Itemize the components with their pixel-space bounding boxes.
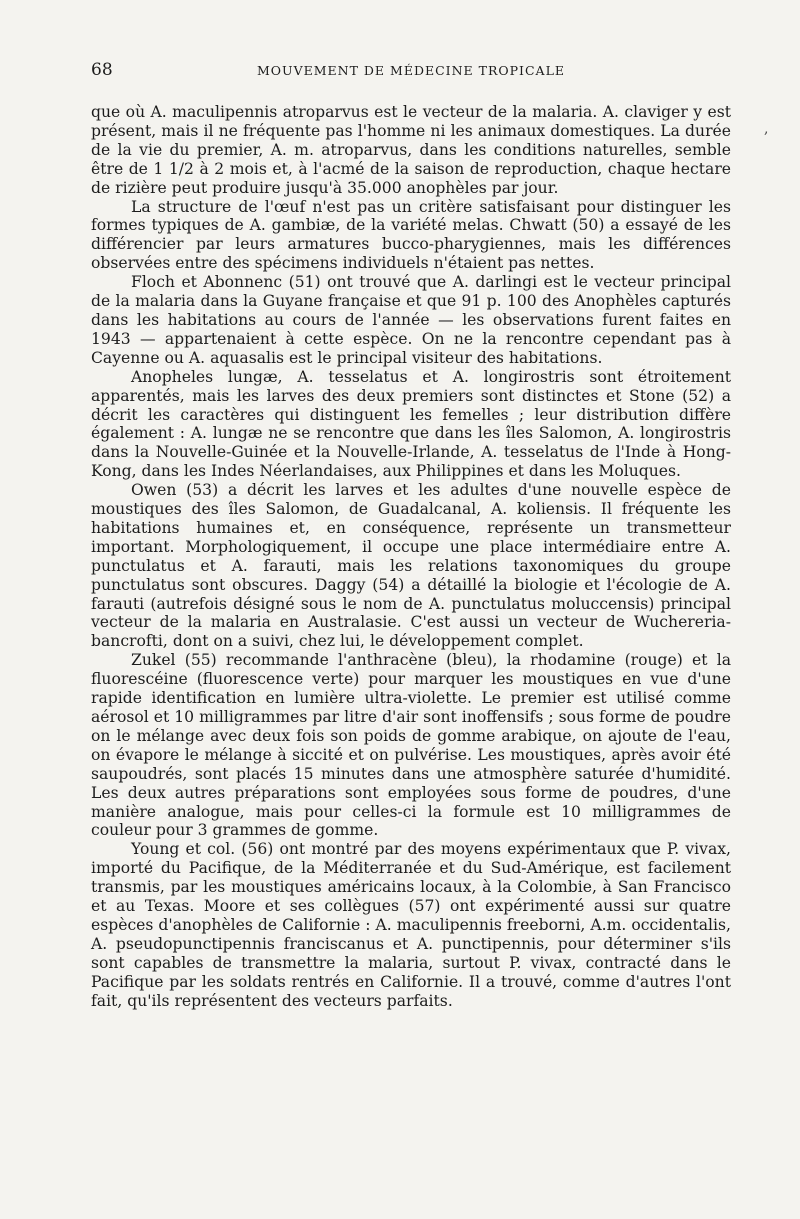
page-number: 68: [91, 60, 113, 80]
running-title: MOUVEMENT DE MÉDECINE TROPICALE: [257, 63, 565, 78]
paragraph: Zukel (55) recommande l'anthracène (bleu), la rhodamine (rouge) et la fluorescéine (fluorescence verte) pour marquer les moustiques en vue d'une rapide identification en lumière ultra-violette. Le premier est utilisé comme aérosol et 10 milligrammes par litre d'air sont inoffensifs ; sous forme de poudre on le mélange avec deux fois son poids de gomme arabique, on ajoute de l'eau, on évapore le mélange à siccité et on pulvérise. Les moustiques, après avoir été saupoudrés, sont placés 15 minutes dans une atmosphère saturée d'humidité. Les deux autres préparations sont employées sous forme de poudres, d'une manière analogue, mais pour celles-ci la formule est 10 milligrammes de couleur pour 3 grammes de gomme.: [91, 651, 731, 840]
paragraph: que où A. maculipennis atroparvus est le vecteur de la malaria. A. claviger y est présent, mais il ne fréquente pas l'homme ni les animaux domestiques. La durée de la vie du premier, A. m. atroparvus, dans les conditions naturelles, semble être de 1 1/2 à 2 mois et, à l'acmé de la saison de reproduction, chaque hectare de rizière peut produire jusqu'à 35.000 anophèles par jour.: [91, 103, 731, 197]
paragraph: Young et col. (56) ont montré par des moyens expérimentaux que P. vivax, importé du Pacifique, de la Méditerranée et du Sud-Amérique, est facilement transmis, par les moustiques américains locaux, à la Colombie, à San Francisco et au Texas. Moore et ses collègues (57) ont expérimenté aussi sur quatre espèces d'anophèles de Californie : A. maculipennis freeborni, A.m. occidentalis, A. pseudopunctipennis franciscanus et A. punctipennis, pour déterminer s'ils sont capables de transmettre la malaria, surtout P. vivax, contracté dans le Pacifique par les soldats rentrés en Californie. Il a trouvé, comme d'autres l'ont fait, qu'ils représentent des vecteurs parfaits.: [91, 840, 731, 1010]
paragraph: La structure de l'œuf n'est pas un critère satisfaisant pour distinguer les formes typiques de A. gambiæ, de la variété melas. Chwatt (50) a essayé de les différencier par leurs armatures bucco-pharygiennes, mais les différences observées entre des spécimens individuels n'étaient pas nettes.: [91, 197, 731, 273]
body-text: [91, 103, 731, 1011]
paragraph: Anopheles lungæ, A. tesselatus et A. longirostris sont étroitement apparentés, mais les larves des deux premiers sont distinctes et Stone (52) a décrit les caractères qui distinguent les femelles ; leur distribution diffère également : A. lungæ ne se rencontre que dans les îles Salomon, A. longirostris dans la Nouvelle-Guinée et la Nouvelle-Irlande, A. tesselatus de l'Inde à Hong-Kong, dans les Indes Néerlandaises, aux Philippines et dans les Moluques.: [91, 367, 731, 481]
paragraph: Owen (53) a décrit les larves et les adultes d'une nouvelle espèce de moustiques des îles Salomon, de Guadalcanal, A. koliensis. Il fréquente les habitations humaines et, en conséquence, représente un transmetteur important. Morphologiquement, il occupe une place intermédiaire entre A. punctulatus et A. farauti, mais les relations taxonomiques du groupe punctulatus sont obscures. Daggy (54) a détaillé la biologie et l'écologie de A. farauti (autrefois désigné sous le nom de A. punctulatus moluccensis) principal vecteur de la malaria en Australasie. C'est aussi un vecteur de Wuchereria-bancrofti, dont on a suivi, chez lui, le développement complet.: [91, 481, 731, 651]
margin-mark: ,: [764, 121, 769, 137]
page-header: [91, 60, 731, 82]
paragraph: Floch et Abonnenc (51) ont trouvé que A. darlingi est le vecteur principal de la malaria dans la Guyane française et que 91 p. 100 des Anophèles capturés dans les habitations au cours de l'année — les observations furent faites en 1943 — appartenaient à cette espèce. On ne la rencontre cependant pas à Cayenne ou A. aquasalis est le principal visiteur des habitations.: [91, 273, 731, 367]
